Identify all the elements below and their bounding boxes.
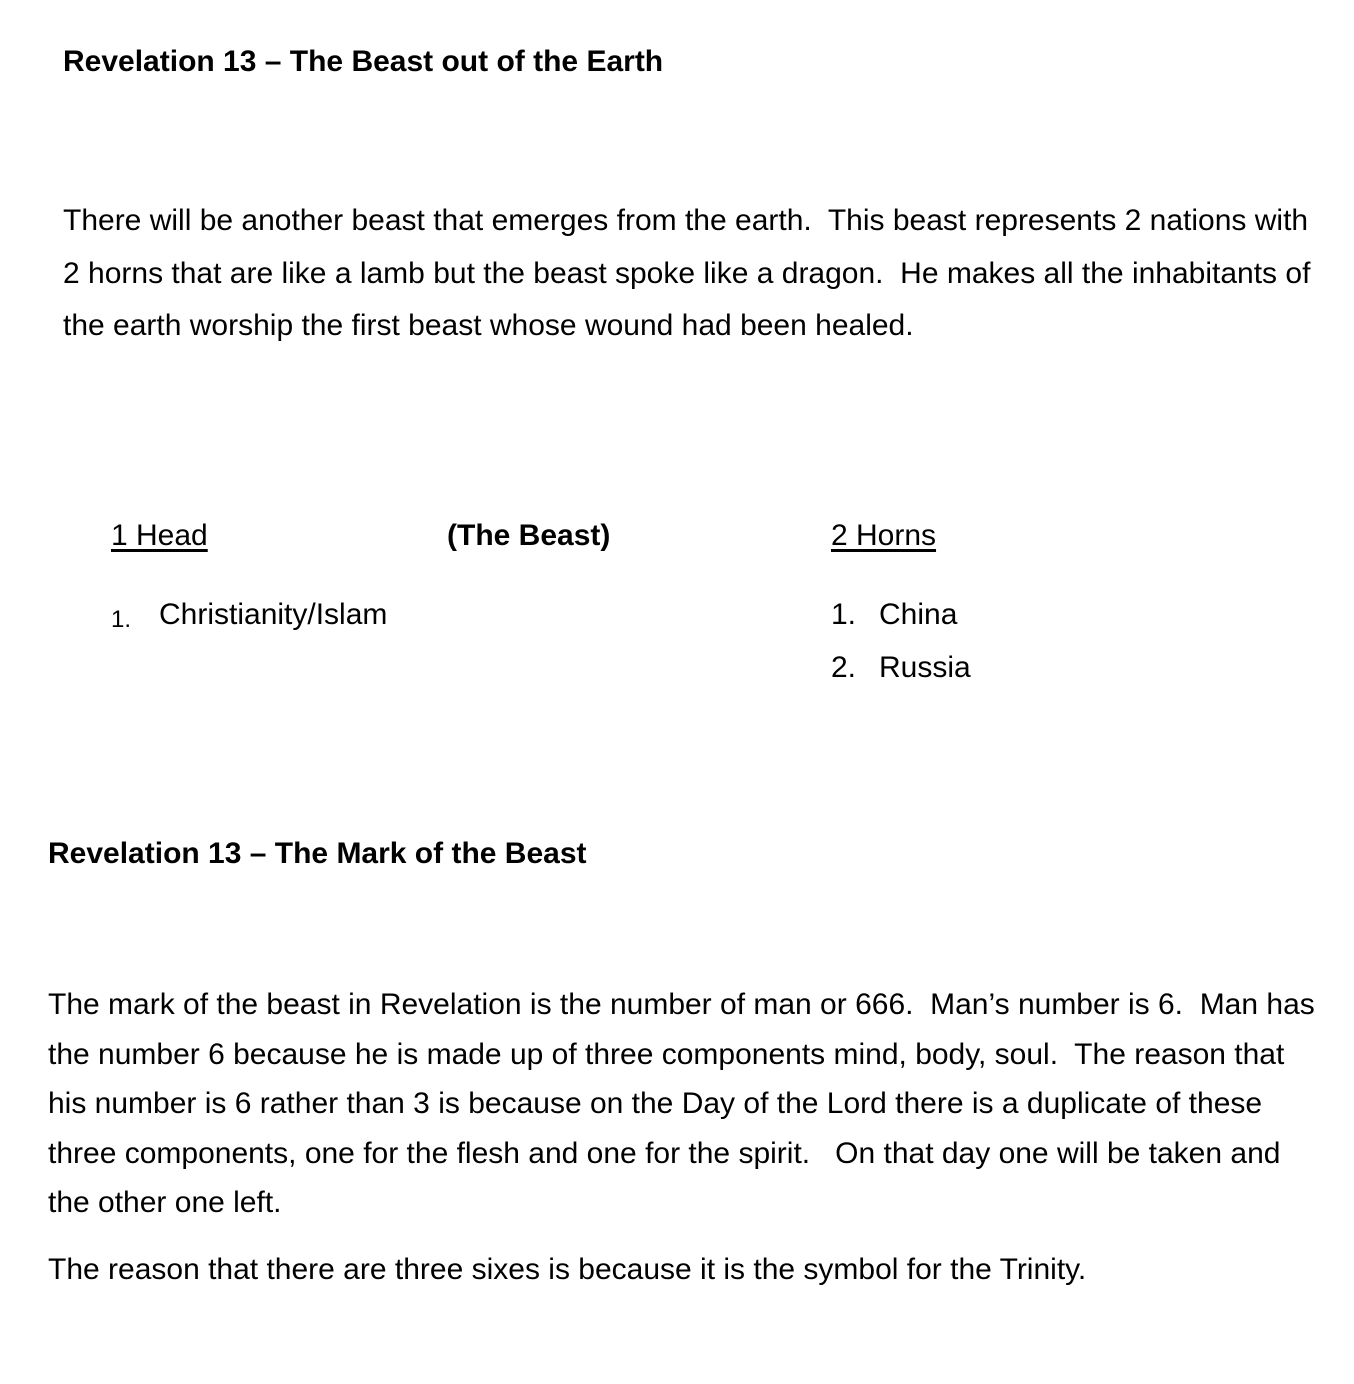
section-title-beast-out-of-earth: Revelation 13 – The Beast out of the Earth [63,45,664,78]
list-item-number: 1. [831,598,857,631]
section-title-mark-of-beast: Revelation 13 – The Mark of the Beast [48,837,587,870]
paragraph-beast-description: There will be another beast that emerges from the earth. This beast represents 2 nations with 2 horns that are like a lamb but the beast spoke like a dragon. He makes all the inhabitants of the earth worship the first beast whose wound had been healed. [63,204,1319,342]
list-item-text: Russia [879,650,971,684]
list-item-number: 1. [111,606,132,633]
column-heading-head: 1 Head [111,519,208,552]
list-item-text: China [879,598,958,631]
column-heading-horns: 2 Horns [831,519,937,552]
list-item-text: Christianity/Islam [159,598,388,631]
list-item-number: 2. [831,650,857,684]
paragraph-mark-description: The mark of the beast in Revelation is the number of man or 666. Man’s number is 6. Man has the number 6 because he is made up of three components mind, body, soul. The reason that his number is 6 rather than 3 is because on the Day of the Lord there is a duplicate of these three components, one for the flesh and one for the spirit. On that day one will be taken and the other one left. [48,988,1324,1219]
column-heading-beast: (The Beast) [447,519,611,552]
paragraph-three-sixes: The reason that there are three sixes is because it is the symbol for the Trinity. [48,1253,1087,1286]
